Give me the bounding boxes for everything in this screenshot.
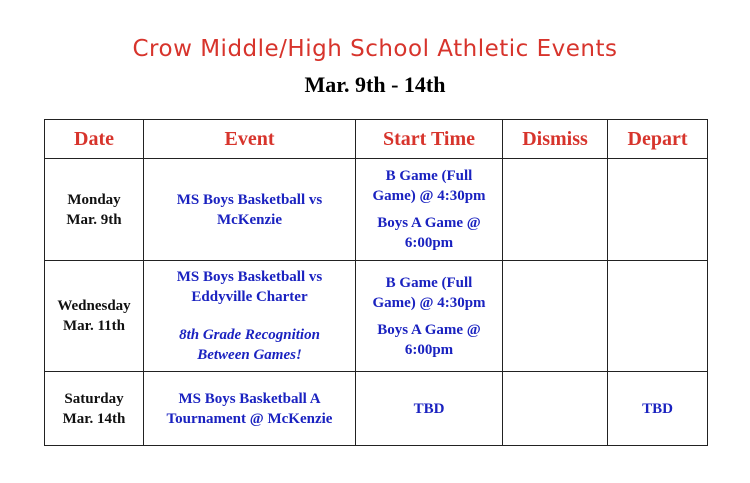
event-note: 8th Grade Recognition <box>179 327 320 343</box>
dismiss-cell <box>503 159 608 261</box>
dismiss-cell <box>503 372 608 446</box>
depart-cell: TBD <box>608 372 708 446</box>
col-header-event: Event <box>144 120 356 159</box>
date-cell: Saturday Mar. 14th <box>45 372 144 446</box>
date-range-subtitle: Mar. 9th - 14th <box>304 72 446 97</box>
date-cell: Wednesday Mar. 11th <box>45 261 144 372</box>
col-header-depart: Depart <box>608 120 708 159</box>
start-time-cell: TBD <box>356 372 503 446</box>
events-table <box>44 119 708 446</box>
col-header-dismiss: Dismiss <box>503 120 608 159</box>
table-row <box>45 261 708 372</box>
event-cell: MS Boys Basketball vs McKenzie <box>144 159 356 261</box>
table-row <box>45 159 708 261</box>
table-row <box>45 372 708 446</box>
depart-cell <box>608 159 708 261</box>
event-cell: MS Boys Basketball vs Eddyville Charter 8th Grade Recognition Between Games! <box>144 261 356 372</box>
event-cell: MS Boys Basketball A Tournament @ McKenzie <box>144 372 356 446</box>
date-cell: Monday Mar. 9th <box>45 159 144 261</box>
col-header-date: Date <box>45 120 144 159</box>
start-time-cell: B Game (Full Game) @ 4:30pm Boys A Game @ 6:00pm <box>356 261 503 372</box>
depart-cell <box>608 261 708 372</box>
header-row <box>45 120 708 159</box>
col-header-start-time: Start Time <box>356 120 503 159</box>
start-time-cell: B Game (Full Game) @ 4:30pm Boys A Game @ 6:00pm <box>356 159 503 261</box>
page-title: Crow Middle/High School Athletic Events <box>132 36 618 62</box>
dismiss-cell <box>503 261 608 372</box>
event-note: Between Games! <box>197 347 302 363</box>
